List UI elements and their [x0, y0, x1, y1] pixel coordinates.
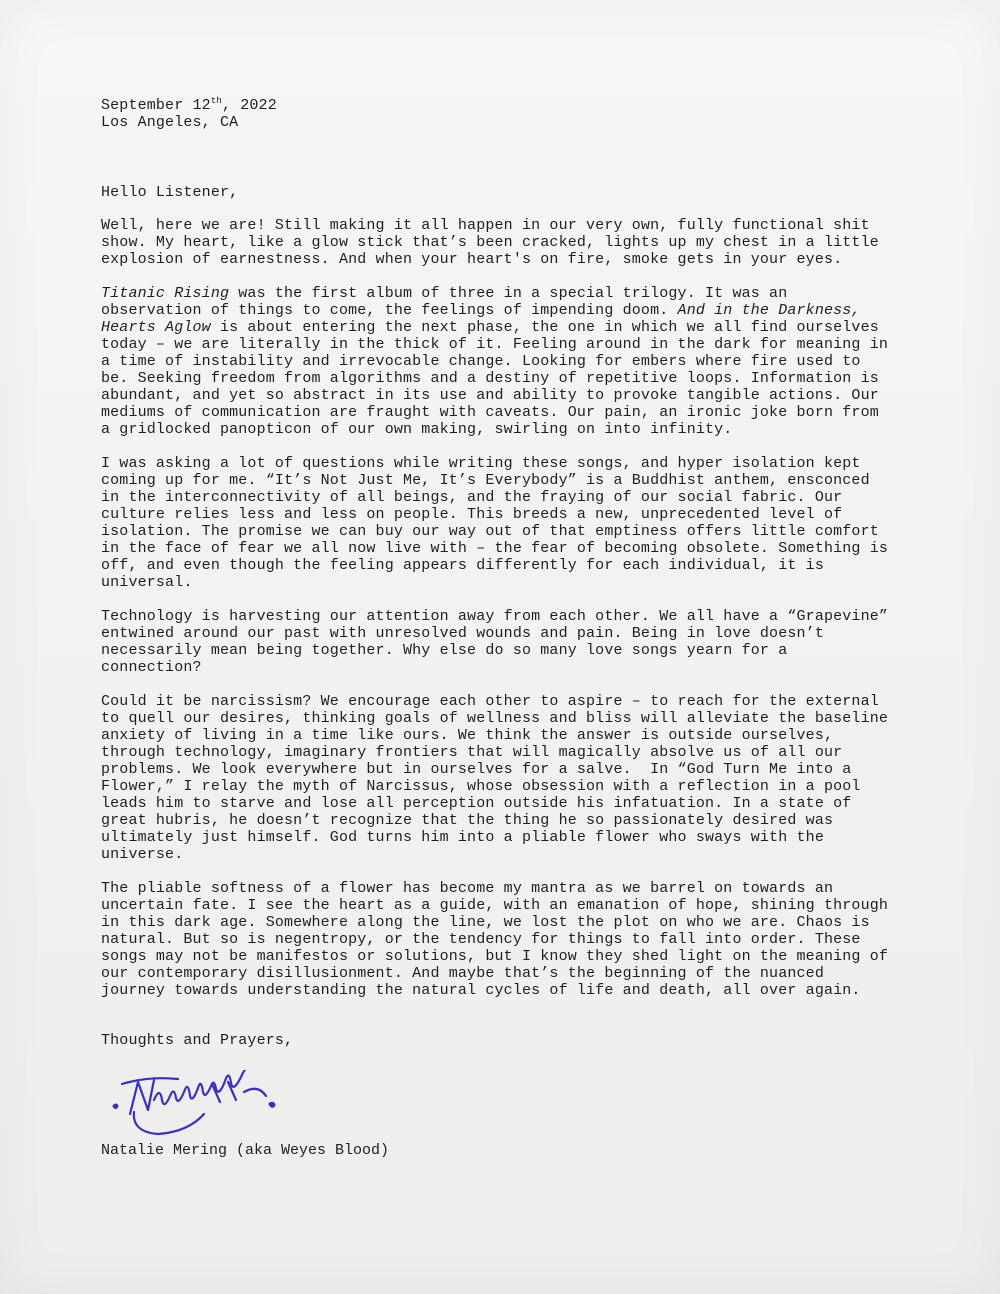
paragraph-line: uncertain fate. I see the heart as a guide, with an emanation of hope, shining through — [101, 897, 889, 914]
paragraph-line: show. My heart, like a glow stick that’s been cracked, lights up my chest in a little — [101, 234, 879, 251]
paragraph-line: great hubris, he doesn’t recognize that the thing he so passionately desired was — [101, 812, 834, 829]
paragraph-line: entwined around our past with unresolved wounds and pain. Being in love doesn’t — [101, 625, 824, 642]
paragraph-line: in the face of fear we all now live with – the fear of becoming obsolete. Something is — [101, 540, 889, 557]
date-ordinal-suffix: th — [210, 96, 222, 106]
paragraph-line: anxiety of living in a time like ours. We think the answer is outside ourselves, — [101, 727, 834, 744]
paragraph-line: explosion of earnestness. And when your heart's on fire, smoke gets in your eyes. — [101, 251, 843, 268]
letter-body — [101, 97, 901, 1049]
paragraph-line: culture relies less and less on people. This breeds a new, unprecedented level of — [101, 506, 843, 523]
paragraph-line: ultimately just himself. God turns him into a pliable flower who sways with the — [101, 829, 824, 846]
paragraph-4 — [101, 608, 901, 676]
paragraph-line: leads him to starve and lose all perception outside his infatuation. In a state of — [101, 795, 852, 812]
paragraph-line: abundant, and yet so abstract in its use and ability to provoke tangible actions. Our — [101, 387, 879, 404]
album-title-titanic-rising: Titanic Rising — [101, 285, 230, 302]
paragraph-line: Well, here we are! Still making it all happen in our very own, fully functional shit — [101, 217, 870, 234]
paragraph-line: to quell our desires, thinking goals of wellness and bliss will alleviate the baseline — [101, 710, 889, 727]
paragraph-line: observation of things to come, the feelings of impending doom. And in the Darkness, — [101, 302, 861, 319]
paragraph-line: universal. — [101, 574, 193, 591]
paragraph-line: a gridlocked panopticon of our own making, swirling on into infinity. — [101, 421, 733, 438]
paragraph-3 — [101, 455, 901, 591]
paragraph-line: in the interconnectivity of all beings, and the fraying of our social fabric. Our — [101, 489, 843, 506]
paragraph-line: mediums of communication are fraught with caveats. Our pain, an ironic joke born from — [101, 404, 879, 421]
album-title-darkness-part1: And in the Darkness, — [677, 302, 861, 319]
paragraph-line: our contemporary disillusionment. And maybe that’s the beginning of the nuanced — [101, 965, 824, 982]
paragraph-line: Titanic Rising was the first album of three in a special trilogy. It was an — [101, 285, 788, 302]
paragraph-5 — [101, 693, 901, 863]
paragraph-line: Could it be narcissism? We encourage each other to aspire – to reach for the external — [101, 693, 879, 710]
paragraph-line: in this dark age. Somewhere along the line, we lost the plot on who we are. Chaos is — [101, 914, 870, 931]
paragraph-line: Hearts Aglow is about entering the next phase, the one in which we all find ourselves — [101, 319, 879, 336]
paragraph-line: off, and even though the feeling appears differently for each individual, it is — [101, 557, 824, 574]
date-line — [101, 97, 901, 114]
date-text: September 12 — [101, 97, 211, 114]
paragraph-line: a time of instability and irrevocable change. Looking for embers where fire used to — [101, 353, 861, 370]
paragraph-2 — [101, 285, 901, 438]
paragraph-line: Flower,” I relay the myth of Narcissus, whose obsession with a reflection in a pool — [101, 778, 861, 795]
paragraph-line: natural. But so is negentropy, or the tendency for things to fall into order. These — [101, 931, 861, 948]
paragraph-line: through technology, imaginary frontiers that will magically absolve us of all our — [101, 744, 843, 761]
album-title-darkness-part2: Hearts Aglow — [101, 319, 211, 336]
closing-line: Thoughts and Prayers, — [101, 1032, 294, 1049]
paragraph-line: coming up for me. “It’s Not Just Me, It’s Everybody” is a Buddhist anthem, ensconced — [101, 472, 870, 489]
paragraph-line: be. Seeking freedom from algorithms and a destiny of repetitive loops. Information is — [101, 370, 879, 387]
paragraph-line: songs may not be manifestos or solutions, but I know they shed light on the meaning of — [101, 948, 889, 965]
paragraph-line: today – we are literally in the thick of it. Feeling around in the dark for meaning in — [101, 336, 889, 353]
paragraph-line: connection? — [101, 659, 202, 676]
paragraph-line: The pliable softness of a flower has become my mantra as we barrel on towards an — [101, 880, 834, 897]
letter-header — [101, 97, 901, 131]
greeting: Hello Listener, — [101, 184, 239, 201]
paragraph-line: problems. We look everywhere but in ourselves for a salve. In “God Turn Me into a — [101, 761, 852, 778]
location-line: Los Angeles, CA — [101, 114, 239, 131]
date-year: , 2022 — [221, 97, 277, 114]
paragraph-line: necessarily mean being together. Why else do so many love songs yearn for a — [101, 642, 788, 659]
paragraph-6 — [101, 880, 901, 999]
paragraph-line: Technology is harvesting our attention away from each other. We all have a “Grapevine” — [101, 608, 889, 625]
paragraph-1 — [101, 217, 901, 268]
signer-name: Natalie Mering (aka Weyes Blood) — [101, 1142, 390, 1159]
paragraph-line: universe. — [101, 846, 184, 863]
paragraph-line: I was asking a lot of questions while writing these songs, and hyper isolation kept — [101, 455, 861, 472]
paragraph-line: journey towards understanding the natural cycles of life and death, all over again. — [101, 982, 861, 999]
signature-mark — [108, 1070, 283, 1146]
paragraph-line: isolation. The promise we can buy our way out of that emptiness offers little comfort — [101, 523, 879, 540]
